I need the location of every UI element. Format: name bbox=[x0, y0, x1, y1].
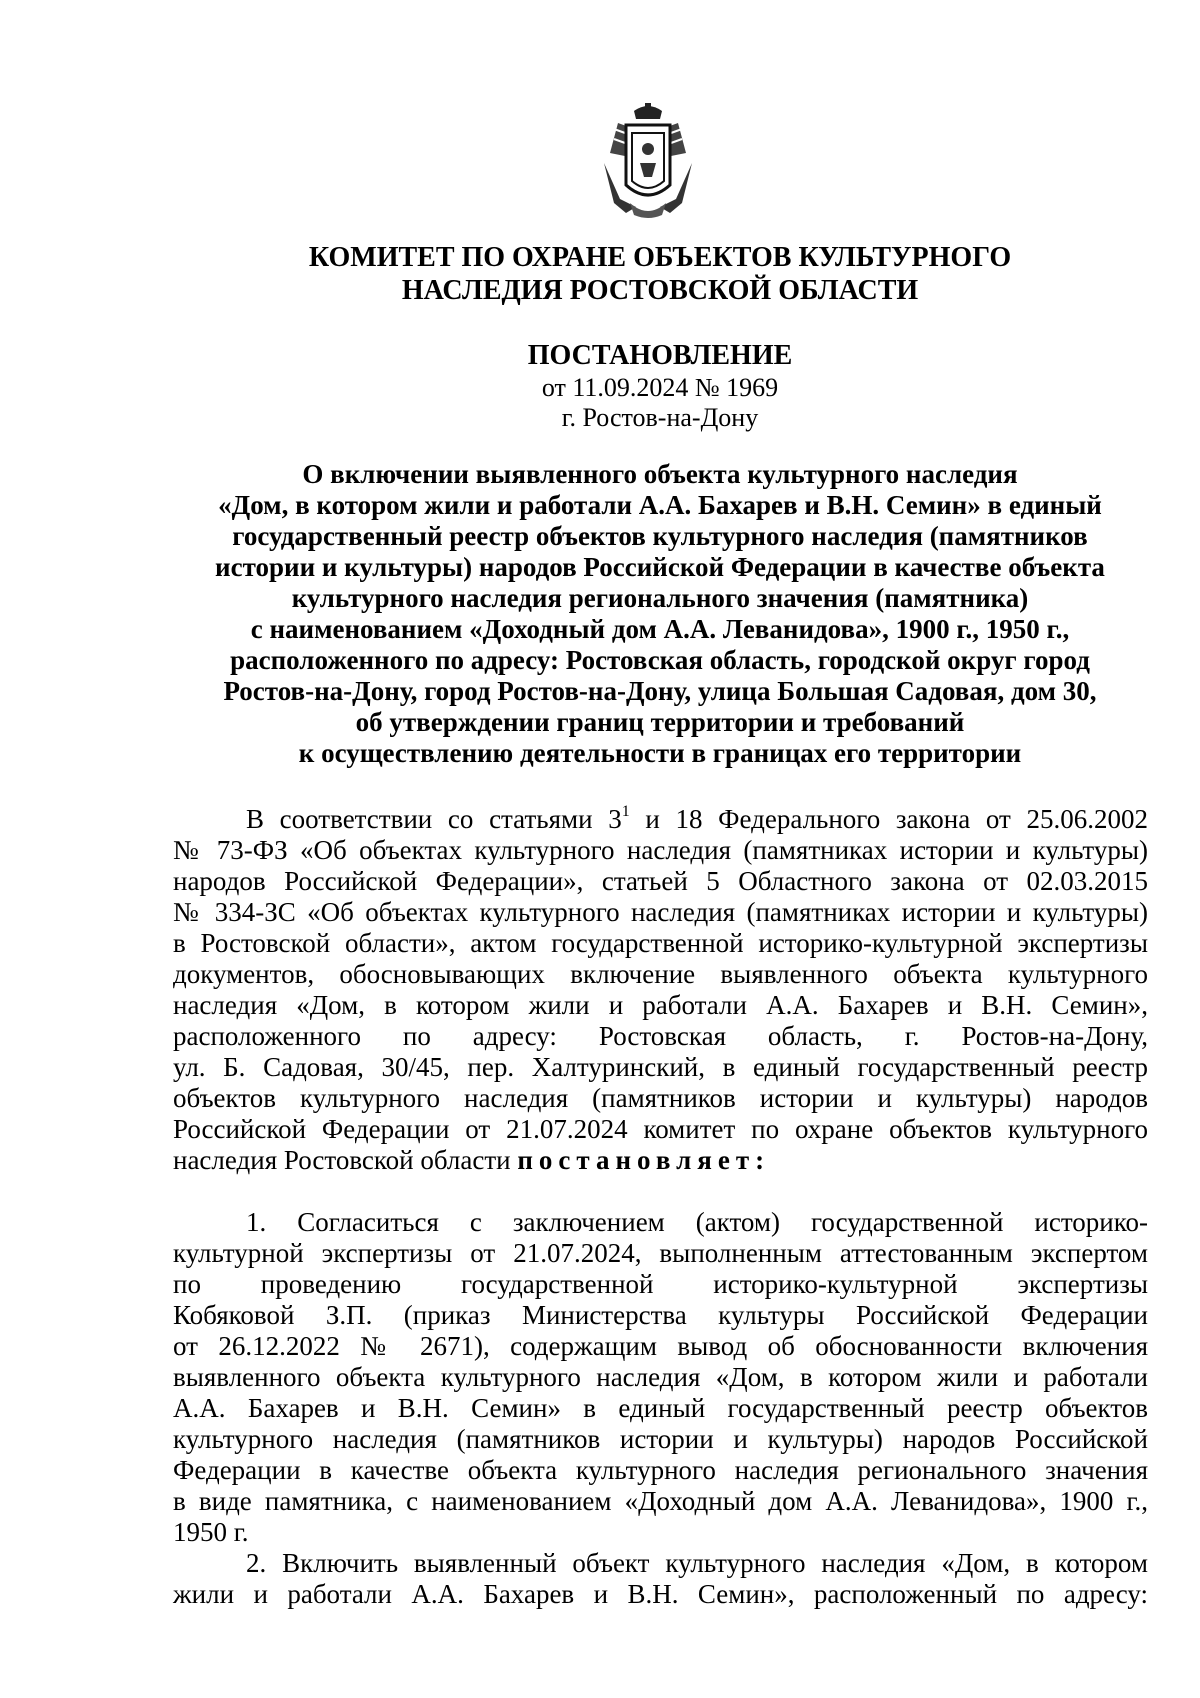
item-1-line: Кобяковой З.П. (приказ Министерства культуры Российской Федерации bbox=[173, 1300, 1148, 1330]
preamble-text: В соответствии со статьями 3 bbox=[246, 804, 622, 834]
subject-line: Ростов-на-Дону, город Ростов-на-Дону, улица Большая Садовая, дом 30, bbox=[223, 676, 1097, 706]
article-superscript: 1 bbox=[621, 803, 630, 820]
subject-line: культурного наследия регионального значения (памятника) bbox=[291, 583, 1029, 613]
decree-word: постановляет: bbox=[517, 1145, 771, 1175]
organization-name bbox=[160, 241, 1160, 307]
coat-of-arms-emblem bbox=[596, 103, 700, 221]
preamble-line: № 334-ЗС «Об объектах культурного наследия (памятниках истории и культуры) bbox=[173, 897, 1148, 927]
organization-name-line2: НАСЛЕДИЯ РОСТОВСКОЙ ОБЛАСТИ bbox=[401, 275, 919, 306]
document-place: г. Ростов-на-Дону bbox=[561, 403, 759, 432]
preamble-line: ул. Б. Садовая, 30/45, пер. Халтуринский, в единый государственный реестр bbox=[173, 1052, 1148, 1082]
preamble-line: наследия «Дом, в котором жили и работали А.А. Бахарев и В.Н. Семин», bbox=[173, 990, 1148, 1020]
preamble-line: расположенного по адресу: Ростовская область, г. Ростов-на-Дону, bbox=[173, 1021, 1148, 1051]
preamble-line: объектов культурного наследия (памятников истории и культуры) народов bbox=[173, 1083, 1148, 1113]
subject-line: «Дом, в котором жили и работали А.А. Бахарев и В.Н. Семин» в единый bbox=[218, 490, 1102, 520]
preamble-line: Российской Федерации от 21.07.2024 комитет по охране объектов культурного bbox=[173, 1114, 1148, 1144]
subject-line: государственный реестр объектов культурного наследия (памятников bbox=[232, 521, 1088, 551]
preamble-line: документов, обосновывающих включение выявленного объекта культурного bbox=[173, 959, 1148, 989]
item-1-line: в виде памятника, с наименованием «Доходный дом А.А. Леванидова», 1900 г., bbox=[173, 1486, 1148, 1516]
item-2-line: 2. Включить выявленный объект культурного наследия «Дом, в котором bbox=[246, 1548, 1148, 1578]
preamble-line: народов Российской Федерации», статьей 5 Областного закона от 02.03.2015 bbox=[173, 866, 1148, 896]
subject-line: истории и культуры) народов Российской Федерации в качестве объекта bbox=[215, 552, 1105, 582]
subject-line: О включении выявленного объекта культурного наследия bbox=[302, 459, 1018, 489]
item-1-line: 1. Согласиться с заключением (актом) государственной историко- bbox=[246, 1207, 1148, 1237]
preamble-text: и 18 Федерального закона от 25.06.2002 bbox=[629, 804, 1148, 834]
document-type: ПОСТАНОВЛЕНИЕ bbox=[527, 340, 793, 371]
subject-line: расположенного по адресу: Ростовская область, городской округ город bbox=[230, 645, 1090, 675]
preamble-text: наследия Ростовской области bbox=[173, 1145, 518, 1175]
item-1-line: А.А. Бахарев и В.Н. Семин» в единый государственный реестр объектов bbox=[173, 1393, 1148, 1423]
item-1-line: выявленного объекта культурного наследия «Дом, в котором жили и работали bbox=[173, 1362, 1148, 1392]
preamble-line: № 73-ФЗ «Об объектах культурного наследия (памятниках истории и культуры) bbox=[173, 835, 1148, 865]
organization-name-line1: КОМИТЕТ ПО ОХРАНЕ ОБЪЕКТОВ КУЛЬТУРНОГО bbox=[308, 242, 1012, 273]
item-1-paragraph bbox=[173, 1207, 1148, 1548]
preamble-line bbox=[173, 1145, 1148, 1176]
item-1-line: культурной экспертизы от 21.07.2024, выполненным аттестованным экспертом bbox=[173, 1238, 1148, 1268]
item-1-line: по проведению государственной историко-культурной экспертизы bbox=[173, 1269, 1148, 1299]
preamble-paragraph bbox=[173, 804, 1148, 1176]
document-subject bbox=[160, 459, 1160, 769]
item-2-line: жили и работали А.А. Бахарев и В.Н. Семин», расположенный по адресу: bbox=[173, 1579, 1148, 1609]
item-1-line: культурного наследия (памятников истории и культуры) народов Российской bbox=[173, 1424, 1148, 1454]
preamble-line bbox=[173, 804, 1148, 835]
subject-line: к осуществлению деятельности в границах его территории bbox=[298, 738, 1022, 768]
subject-line: об утверждении границ территории и требований bbox=[355, 707, 965, 737]
item-1-line: 1950 г. bbox=[173, 1517, 249, 1547]
subject-line: с наименованием «Доходный дом А.А. Леванидова», 1900 г., 1950 г., bbox=[250, 614, 1070, 644]
item-2-paragraph bbox=[173, 1548, 1148, 1610]
item-1-line: от 26.12.2022 № 2671), содержащим вывод об обоснованности включения bbox=[173, 1331, 1148, 1361]
preamble-line: в Ростовской области», актом государственной историко-культурной экспертизы bbox=[173, 928, 1148, 958]
document-number-date: от 11.09.2024 № 1969 bbox=[541, 373, 779, 402]
item-1-line: Федерации в качестве объекта культурного наследия регионального значения bbox=[173, 1455, 1148, 1485]
